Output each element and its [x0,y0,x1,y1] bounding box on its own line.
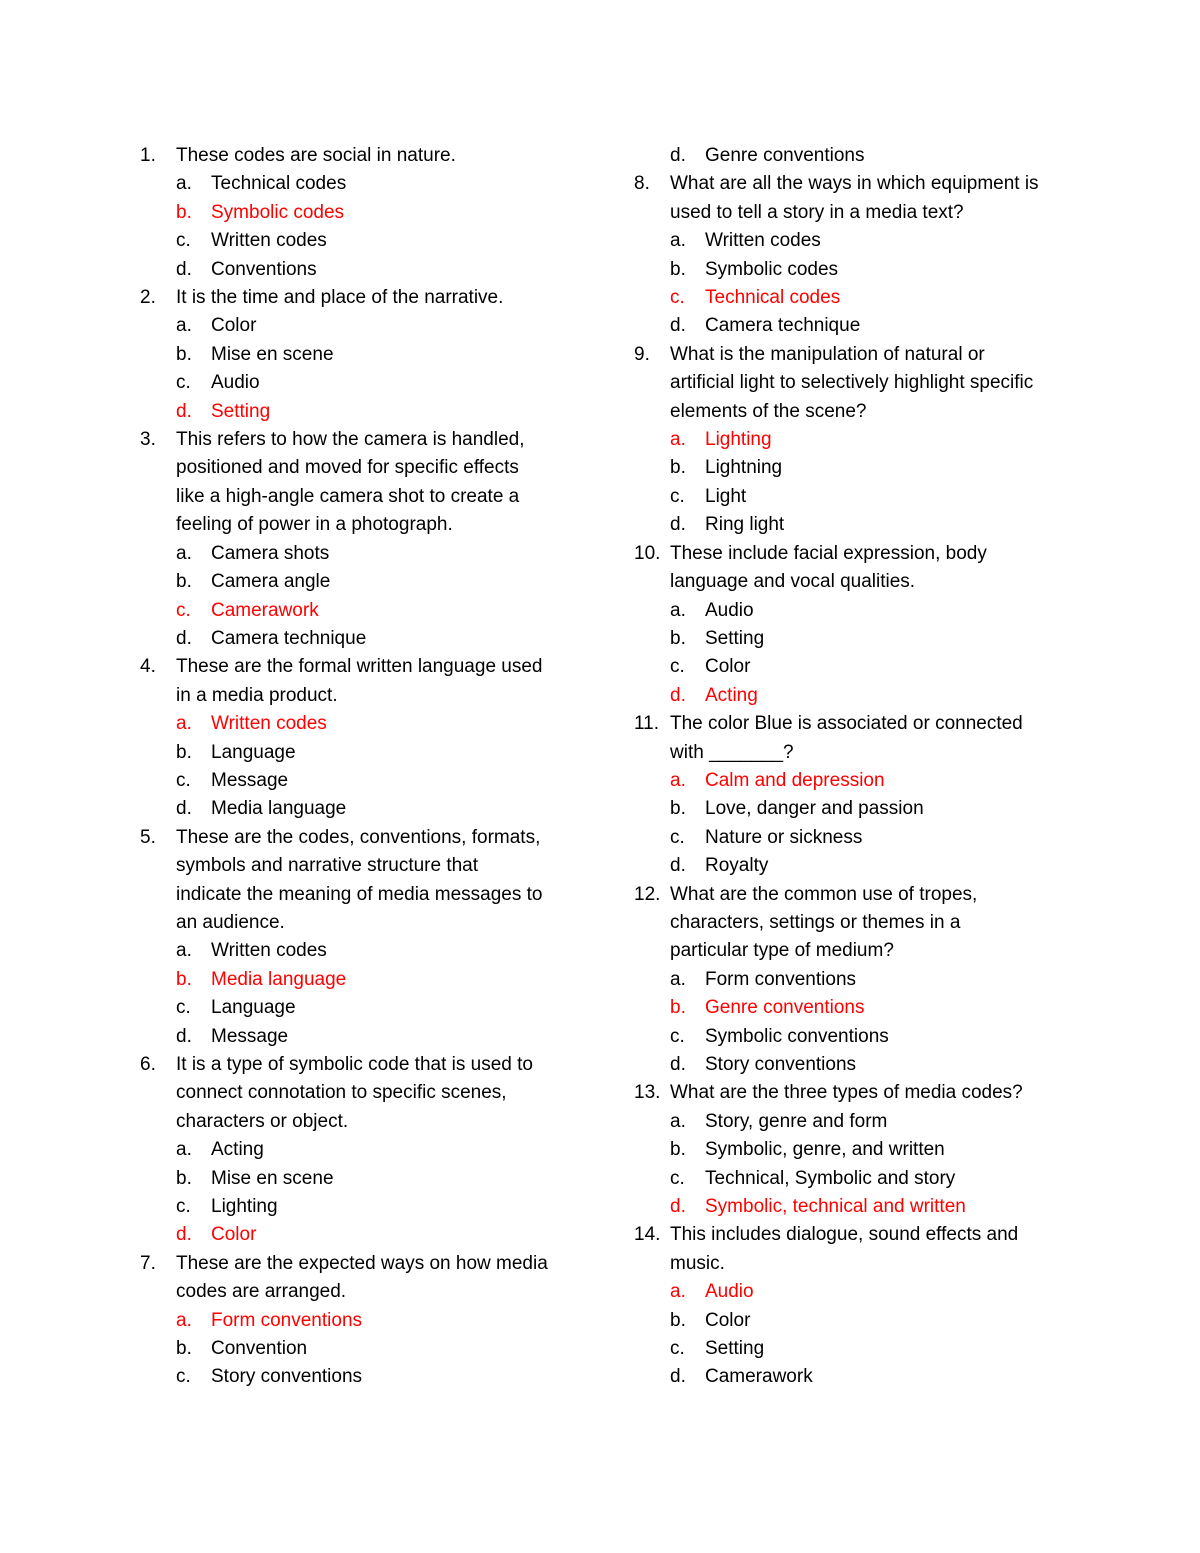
answer-option [140,739,580,767]
question-number: 13. [634,1082,661,1104]
answer-option [140,625,580,653]
option-letter: a. [670,429,686,451]
option-letter: c. [670,485,685,507]
option-text: Symbolic, genre, and written [705,1139,945,1161]
option-letter: d. [670,1054,686,1075]
answer-option [140,312,580,340]
question-text: feeling of power in a photograph. [176,514,453,536]
option-text: Symbolic codes [211,201,345,223]
answer-option-correct [634,426,1074,454]
question-text-line [634,170,1074,198]
option-letter: d. [670,1366,686,1388]
question-item [634,1221,1074,1278]
option-letter: d. [670,1196,686,1218]
option-letter: c. [176,599,191,621]
question-item [140,653,580,710]
question-text-line [140,1250,580,1278]
option-text: Royalty [705,855,769,877]
question-text: symbols and narrative structure that [176,855,479,877]
option-text: Ring light [705,514,785,536]
question-text-line [634,937,1074,965]
option-letter: b. [176,343,192,365]
question-text-line [634,540,1074,568]
question-text: These are the formal written language used [176,656,543,678]
answer-option [140,568,580,596]
option-text: Message [211,1025,289,1047]
question-text: like a high-angle camera shot to create a [176,485,520,507]
question-item [634,881,1074,966]
question-text-line [634,199,1074,227]
option-text: Language [211,997,296,1019]
option-letter: b. [176,1338,192,1360]
left-column [140,142,580,1392]
question-number: 8. [634,173,650,195]
question-text: language and vocal qualities. [670,571,916,593]
answer-option-correct [140,398,580,426]
option-letter: d. [176,627,192,649]
option-text: Color [211,1224,257,1246]
answer-option [634,597,1074,625]
question-item [140,284,580,312]
option-letter: a. [176,315,192,337]
question-text: What are the common use of tropes, [670,883,978,905]
question-text: an audience. [176,911,285,933]
option-text: Acting [211,1139,264,1161]
option-text: Story conventions [705,1054,857,1075]
answer-option-correct [140,597,580,625]
option-text: Camerawork [705,1366,813,1388]
answer-option [140,1136,580,1164]
answer-option [634,1136,1074,1164]
answer-option [634,824,1074,852]
answer-option [634,966,1074,994]
question-text-line [140,653,580,681]
answer-option-correct [140,199,580,227]
question-text-line [140,824,580,852]
answer-option [634,1363,1074,1391]
answer-option-correct [140,1307,580,1335]
option-text: Camera technique [705,315,861,337]
question-text: elements of the scene? [670,400,867,422]
question-text-line [634,1250,1074,1278]
option-letter: d. [670,315,686,337]
question-text: connect connotation to specific scenes, [176,1082,507,1104]
option-text: Language [211,741,296,763]
question-number: 3. [140,429,156,451]
answer-option-correct [634,994,1074,1022]
question-item [140,1250,580,1307]
question-item [634,1079,1074,1107]
option-letter: b. [670,457,686,479]
answer-option [634,795,1074,823]
answer-option-correct [634,682,1074,710]
question-text-line [634,739,1074,767]
option-letter: a. [670,599,686,621]
option-letter: b. [176,968,192,990]
option-letter: b. [176,201,192,223]
answer-option [634,1335,1074,1363]
option-letter: a. [176,1309,192,1331]
question-number: 1. [140,145,156,166]
option-text: Mise en scene [211,343,334,365]
option-text: Camera technique [211,627,367,649]
answer-option [634,511,1074,539]
answer-option [140,1023,580,1051]
option-text: Conventions [211,258,317,280]
option-letter: c. [670,1338,685,1360]
question-item [634,710,1074,767]
question-text-line [140,1278,580,1306]
answer-option-correct [140,966,580,994]
answer-option [140,795,580,823]
option-text: Setting [211,400,271,422]
option-text: Calm and depression [705,769,885,791]
answer-option [140,227,580,255]
option-text: Convention [211,1338,308,1360]
question-number: 10. [634,542,661,564]
question-number: 6. [140,1054,156,1075]
option-letter: b. [176,571,192,593]
option-text: Lightning [705,457,783,479]
option-text: Love, danger and passion [705,798,924,820]
question-text-line [140,426,580,454]
question-text: It is the time and place of the narrative. [176,287,504,309]
option-text: Written codes [705,230,821,252]
option-letter: c. [670,1167,685,1189]
question-text: The color Blue is associated or connected [670,713,1023,735]
question-number: 12. [634,883,661,905]
question-text: It is a type of symbolic code that is used to [176,1054,533,1075]
answer-option-correct [634,1193,1074,1221]
option-text: Symbolic conventions [705,1025,889,1047]
answer-option [634,1051,1074,1079]
question-text-line [140,454,580,482]
option-text: Setting [705,627,765,649]
option-letter: a. [176,173,192,195]
question-text-line [140,511,580,539]
question-text-line [140,142,580,170]
question-text: positioned and moved for specific effects [176,457,519,479]
option-text: Form conventions [705,968,857,990]
option-letter: c. [176,372,191,394]
option-text: Symbolic, technical and written [705,1196,966,1218]
answer-option [140,170,580,198]
option-letter: a. [176,542,192,564]
answer-option-correct [634,767,1074,795]
option-text: Audio [705,599,754,621]
option-letter: b. [670,258,686,280]
question-item [634,341,1074,426]
question-text-line [634,341,1074,369]
option-text: Light [705,485,747,507]
question-text-line [140,1108,580,1136]
question-text-line [140,483,580,511]
option-text: Lighting [211,1196,278,1218]
question-item [140,426,580,540]
option-text: Mise en scene [211,1167,334,1189]
option-letter: c. [670,287,685,309]
question-number: 9. [634,343,650,365]
answer-option [140,369,580,397]
option-letter: a. [670,1110,686,1132]
option-letter: a. [176,1139,192,1161]
question-text: indicate the meaning of media messages to [176,883,543,905]
question-number: 14. [634,1224,661,1246]
option-text: Form conventions [211,1309,363,1331]
question-text: What are all the ways in which equipment is [670,173,1039,195]
answer-option [140,341,580,369]
answer-option [140,767,580,795]
option-text: Media language [211,968,347,990]
option-letter: c. [670,1025,685,1047]
option-letter: b. [670,627,686,649]
question-text: in a media product. [176,684,338,706]
option-letter: b. [670,997,686,1019]
question-text: codes are arranged. [176,1281,347,1303]
question-text-line [634,710,1074,738]
answer-option [140,994,580,1022]
option-text: Written codes [211,940,327,962]
question-text: used to tell a story in a media text? [670,201,964,223]
question-text-line [634,398,1074,426]
option-letter: c. [670,826,685,848]
option-text: Story, genre and form [705,1110,888,1132]
option-text: Technical, Symbolic and story [705,1167,956,1189]
question-number: 4. [140,656,156,678]
answer-option [634,1307,1074,1335]
answer-option [634,256,1074,284]
answer-option-correct [634,1278,1074,1306]
option-letter: a. [176,713,192,735]
option-text: Written codes [211,713,327,735]
answer-option [140,1165,580,1193]
question-text: This refers to how the camera is handled, [176,429,525,451]
option-letter: b. [670,1309,686,1331]
answer-option [140,540,580,568]
right-column [634,142,1074,1392]
question-text-line [634,1079,1074,1107]
question-item [140,1051,580,1136]
option-text: Camera shots [211,542,330,564]
option-letter: d. [670,514,686,536]
option-text: Technical codes [705,287,841,309]
option-letter: c. [670,656,685,678]
option-letter: c. [176,230,191,252]
question-text: These include facial expression, body [670,542,987,564]
option-text: Message [211,769,289,791]
answer-option [634,1108,1074,1136]
option-letter: a. [670,230,686,252]
option-text: Genre conventions [705,145,865,166]
option-text: Color [705,656,751,678]
question-text-line [634,369,1074,397]
question-text: What are the three types of media codes? [670,1082,1023,1104]
question-item [140,824,580,938]
option-letter: d. [670,684,686,706]
question-text: artificial light to selectively highlight specific [670,372,1034,394]
answer-option [634,653,1074,681]
option-letter: d. [176,400,192,422]
question-text: characters, settings or themes in a [670,911,961,933]
answer-option [634,1023,1074,1051]
option-letter: a. [176,940,192,962]
question-text: What is the manipulation of natural or [670,343,985,365]
option-text: Technical codes [211,173,347,195]
question-text-line [634,881,1074,909]
option-text: Audio [211,372,260,394]
answer-option [634,483,1074,511]
option-letter: b. [176,1167,192,1189]
question-text: These codes are social in nature. [176,145,456,166]
option-letter: c. [176,769,191,791]
question-number: 5. [140,826,156,848]
option-text: Camerawork [211,599,319,621]
answer-option [634,142,1074,170]
answer-option [634,625,1074,653]
option-text: Genre conventions [705,997,865,1019]
question-number: 7. [140,1252,156,1274]
option-letter: d. [176,1224,192,1246]
option-letter: b. [670,1139,686,1161]
question-text: characters or object. [176,1110,349,1132]
option-letter: d. [176,258,192,280]
question-text-line [634,909,1074,937]
answer-option [140,1363,580,1391]
option-text: Setting [705,1338,765,1360]
question-item [634,170,1074,227]
option-letter: b. [670,798,686,820]
answer-option-correct [140,1221,580,1249]
answer-option [634,852,1074,880]
question-item [634,540,1074,597]
question-text: This includes dialogue, sound effects and [670,1224,1019,1246]
option-letter: d. [176,798,192,820]
option-letter: c. [176,1366,191,1388]
answer-option [634,227,1074,255]
option-letter: d. [176,1025,192,1047]
option-text: Audio [705,1281,754,1303]
answer-option [634,454,1074,482]
question-number: 2. [140,287,156,309]
answer-option [634,312,1074,340]
option-letter: d. [670,145,686,166]
option-text: Color [211,315,257,337]
answer-option-correct [140,710,580,738]
option-letter: a. [670,968,686,990]
option-letter: c. [176,1196,191,1218]
option-text: Camera angle [211,571,331,593]
option-letter: c. [176,997,191,1019]
question-text-line [634,1221,1074,1249]
question-text: These are the expected ways on how media [176,1252,548,1274]
option-text: Symbolic codes [705,258,839,280]
answer-option [140,1335,580,1363]
answer-option [634,1165,1074,1193]
option-text: Lighting [705,429,772,451]
question-text: with _______? [670,741,794,763]
question-text-line [140,682,580,710]
option-text: Acting [705,684,758,706]
answer-option-correct [634,284,1074,312]
option-letter: b. [176,741,192,763]
question-text-line [634,568,1074,596]
question-text-line [140,284,580,312]
question-text-line [140,909,580,937]
option-letter: a. [670,769,686,791]
question-text: music. [670,1252,725,1274]
question-text: These are the codes, conventions, formats, [176,826,541,848]
option-text: Story conventions [211,1366,363,1388]
question-text-line [140,1079,580,1107]
option-letter: a. [670,1281,686,1303]
question-text-line [140,881,580,909]
question-text-line [140,1051,580,1079]
answer-option [140,256,580,284]
option-text: Color [705,1309,751,1331]
answer-option [140,1193,580,1221]
question-text-line [140,852,580,880]
question-item [140,142,580,170]
option-text: Nature or sickness [705,826,863,848]
option-text: Written codes [211,230,327,252]
question-number: 11. [634,713,660,735]
answer-option [140,937,580,965]
question-text: particular type of medium? [670,940,894,962]
option-letter: d. [670,855,686,877]
option-text: Media language [211,798,347,820]
